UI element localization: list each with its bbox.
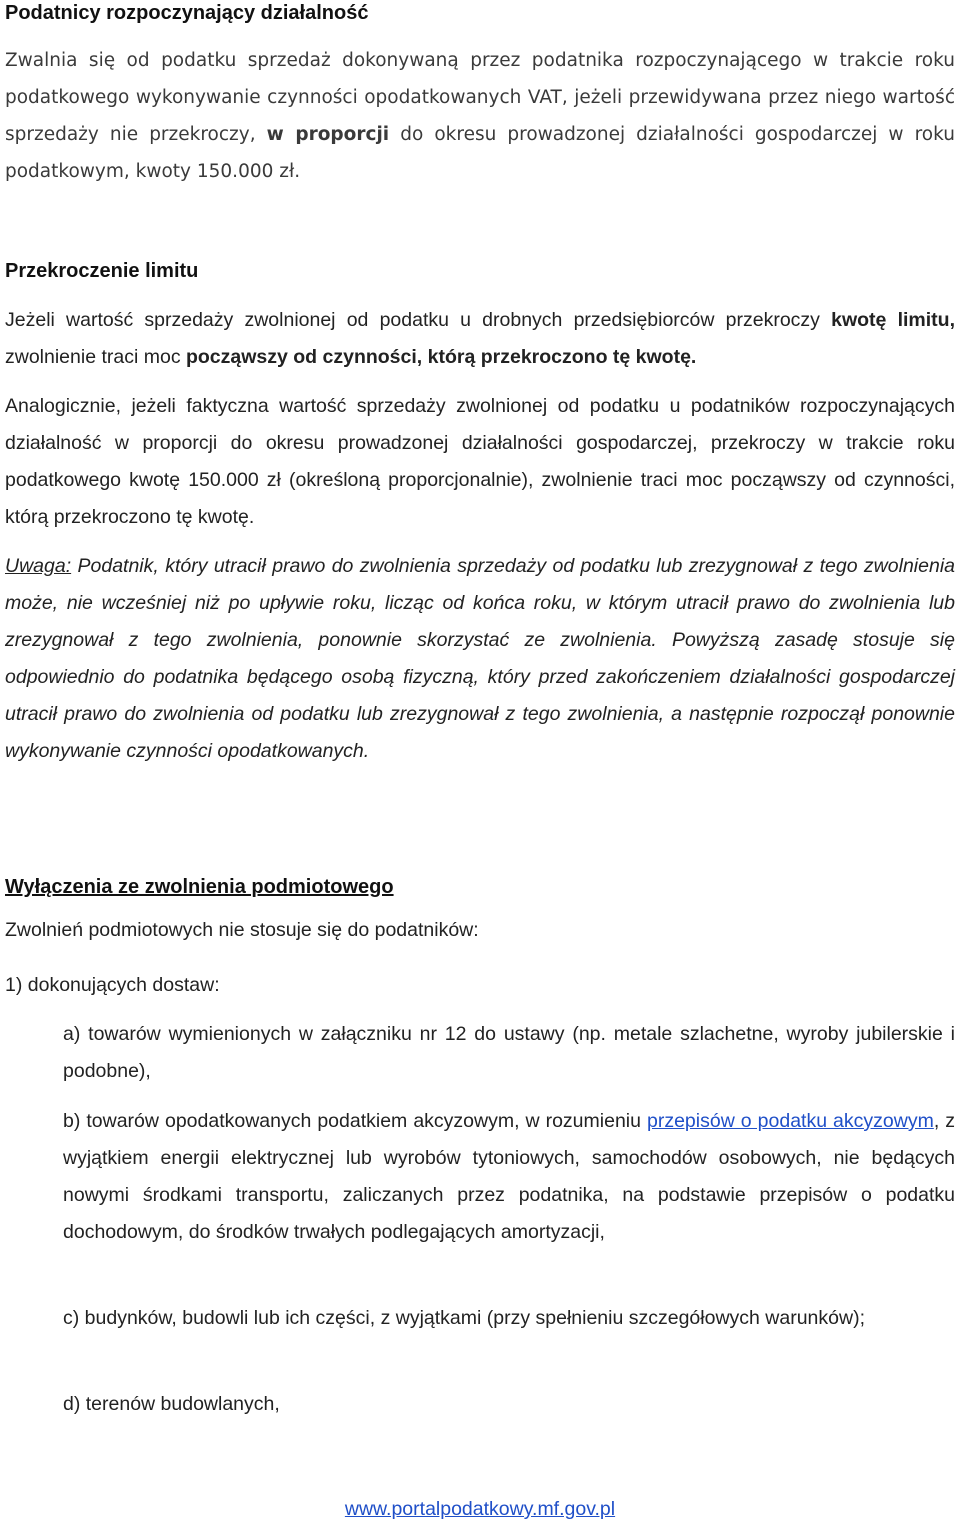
paragraph-limit-exceeded	[5, 302, 955, 376]
list-item-c: c) budynków, budowli lub ich części, z wyjątkami (przy spełnieniu szczegółowych warunków);	[63, 1307, 865, 1329]
text-run: b) towarów opodatkowanych podatkiem akcyzowym, w rozumieniu	[63, 1110, 647, 1132]
section-title-limit-exceeded: Przekroczenie limitu	[5, 260, 199, 282]
bold-text: począwszy od czynności, którą przekroczono tę kwotę.	[185, 346, 697, 368]
section-title-beginning-taxpayers: Podatnicy rozpoczynający działalność	[5, 2, 369, 24]
text-run: , z wyjątkiem energii elektrycznej lub wyrobów tytoniowych, samochodów osobowych, nie będących nowymi środkami transportu, zaliczanych przez podatnika, na podstawie przepisów o podatku dochodowym, do środków trwałych podlegających amortyzacji,	[63, 1110, 956, 1243]
list-item-d: d) terenów budowlanych,	[63, 1393, 280, 1415]
text-run: Zwalnia się od podatku sprzedaż dokonywaną przez podatnika rozpoczynającego w trakcie roku podatkowego wykonywanie czynności opodatkowanych VAT, jeżeli przewidywana przez niego wartość sprzedaży nie przekroczy,	[5, 50, 955, 145]
list-item-a: a) towarów wymienionych w załączniku nr 12 do ustawy (np. metale szlachetne, wyroby jubilerskie i podobne),	[63, 1023, 955, 1082]
list-item-1: 1) dokonujących dostaw:	[5, 974, 220, 996]
bold-text: w proporcji	[266, 124, 390, 145]
paragraph-exemption-beginning	[5, 42, 955, 190]
footer	[0, 1496, 960, 1522]
paragraph-analogous: Analogicznie, jeżeli faktyczna wartość sprzedaży zwolnionej od podatku u podatników rozpoczynających działalność w proporcji do okresu prowadzonej działalności gospodarczej, przekroczy w trakcie roku podatkowego kwotę 150.000 zł (określoną proporcjonalnie), zwolnienie traci moc począwszy od czynności, którą przekroczono tę kwotę.	[5, 395, 955, 528]
text-run: zwolnienie traci moc	[5, 346, 186, 368]
excise-tax-link[interactable]: przepisów o podatku akcyzowym	[647, 1110, 934, 1132]
footer-website-link[interactable]: www.portalpodatkowy.mf.gov.pl	[344, 1498, 616, 1520]
paragraph-exclusions-intro: Zwolnień podmiotowych nie stosuje się do podatników:	[5, 919, 479, 941]
text-run: do okresu prowadzonej działalności gospodarczej w roku podatkowym, kwoty 150.000 zł.	[5, 124, 955, 182]
text-run: Jeżeli wartość sprzedaży zwolnionej od podatku u drobnych przedsiębiorców przekroczy	[5, 309, 832, 331]
note-text: Podatnik, który utracił prawo do zwolnienia sprzedaży od podatku lub zrezygnował z tego zwolnienia może, nie wcześniej niż po upływie roku, licząc od końca roku, w którym utracił prawo do zwolnienia lub zrezygnował z tego zwolnienia, ponownie skorzystać ze zwolnienia. Powyższą zasadę stosuje się odpowiednio do podatnika będącego osobą fizyczną, który przed zakończeniem działalności gospodarczej utracił prawo do zwolnienia od podatku lub zrezygnował z tego zwolnienia, a następnie rozpoczął ponownie wykonywanie czynności opodatkowanych.	[5, 555, 955, 762]
bold-text: kwotę limitu,	[831, 309, 955, 331]
list-item-b	[63, 1103, 955, 1251]
note-label: Uwaga:	[5, 555, 72, 577]
section-title-exclusions: Wyłączenia ze zwolnienia podmiotowego	[5, 876, 394, 898]
paragraph-note	[5, 548, 955, 770]
